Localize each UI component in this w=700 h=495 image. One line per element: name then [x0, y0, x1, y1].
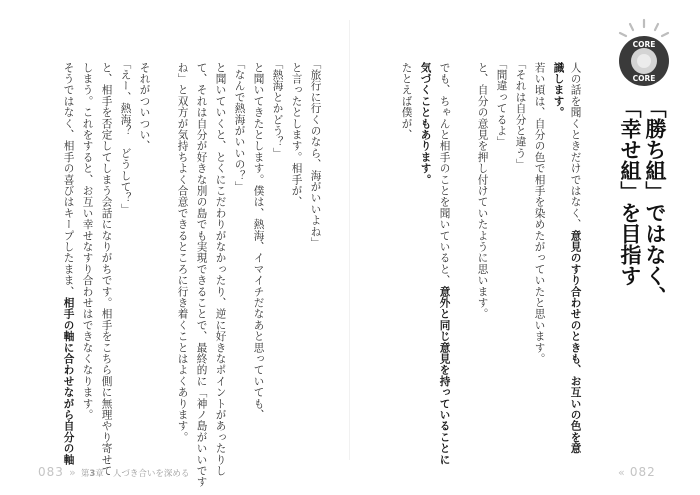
body-line: それがついつい、	[138, 62, 151, 152]
title-line-2: 「幸せ組」を目指す	[618, 97, 642, 286]
body-line: と言ったとします。相手が、	[290, 62, 303, 208]
body-line: たとえば僕が、	[400, 62, 413, 141]
badge-label-top: CORE	[632, 40, 656, 49]
body-line: と聞いてきたとします。僕は、熱海、イマイチだなあと思っていても、	[252, 62, 265, 421]
body-line: 「なんで熱海がいいの？」	[233, 58, 246, 193]
double-chevron-left-icon: «	[618, 466, 625, 479]
body-line: しまう。これをすると、お互い幸せなすり合わせはできなくなります。	[81, 62, 94, 421]
chapter-title: 人づき合いを深める	[112, 469, 190, 479]
body-line: と聞いていくと、とくにこだわりがなかったり、逆に好きなポイントがあったりし	[214, 62, 227, 477]
body-line: でも、ちゃんと相手のことを聞いていると、意外と同じ意見を持っていることに	[438, 62, 451, 466]
body-line: 「間違ってるよ」	[495, 58, 508, 148]
right-folio	[618, 461, 656, 480]
page-number-right: 082	[629, 465, 656, 479]
core-badge-icon	[614, 17, 674, 89]
body-line: 「熱海とかどう？」	[271, 58, 284, 159]
body-line: と、相手を否定してしまう会話になりがちです。相手をこちら側に無理やり寄せて	[100, 62, 113, 477]
body-line: 「それは自分と違う」	[514, 58, 527, 170]
body-line: て、それは自分が好きな別の島でも実現できることで、最終的に「神ノ島がいいです	[195, 62, 208, 488]
chapter-label: 第3章	[80, 469, 104, 479]
body-line: 「えー、熱海？ どうして？」	[119, 58, 132, 215]
body-line: 若い頃は、自分の色で相手を染めたがっていたと思います。	[533, 62, 546, 365]
body-line: ね」と双方が気持ちよく合意できるところに行き着くことはよくあります。	[176, 62, 189, 443]
body-line: 「旅行に行くのなら、海がいいよね」	[309, 58, 322, 249]
body-line: 人の話を聞くときだけではなく、意見のすり合わせのときも、お互いの色を意	[569, 62, 582, 454]
body-line: 識します。	[552, 62, 565, 118]
left-folio	[38, 461, 189, 480]
body-line: と、自分の意見を押し付けていたように思います。	[476, 62, 489, 320]
badge-label-bottom: CORE	[632, 74, 656, 83]
title-line-1: 「勝ち組」ではなく、	[643, 97, 667, 307]
body-line: そうではなく、相手の喜びはキープしたまま、相手の軸に合わせながら自分の軸	[62, 62, 75, 466]
page-gutter	[349, 20, 350, 460]
double-chevron-right-icon: »	[69, 466, 76, 479]
body-line: 気づくこともあります。	[419, 62, 432, 186]
page-number-left: 083	[38, 465, 64, 479]
